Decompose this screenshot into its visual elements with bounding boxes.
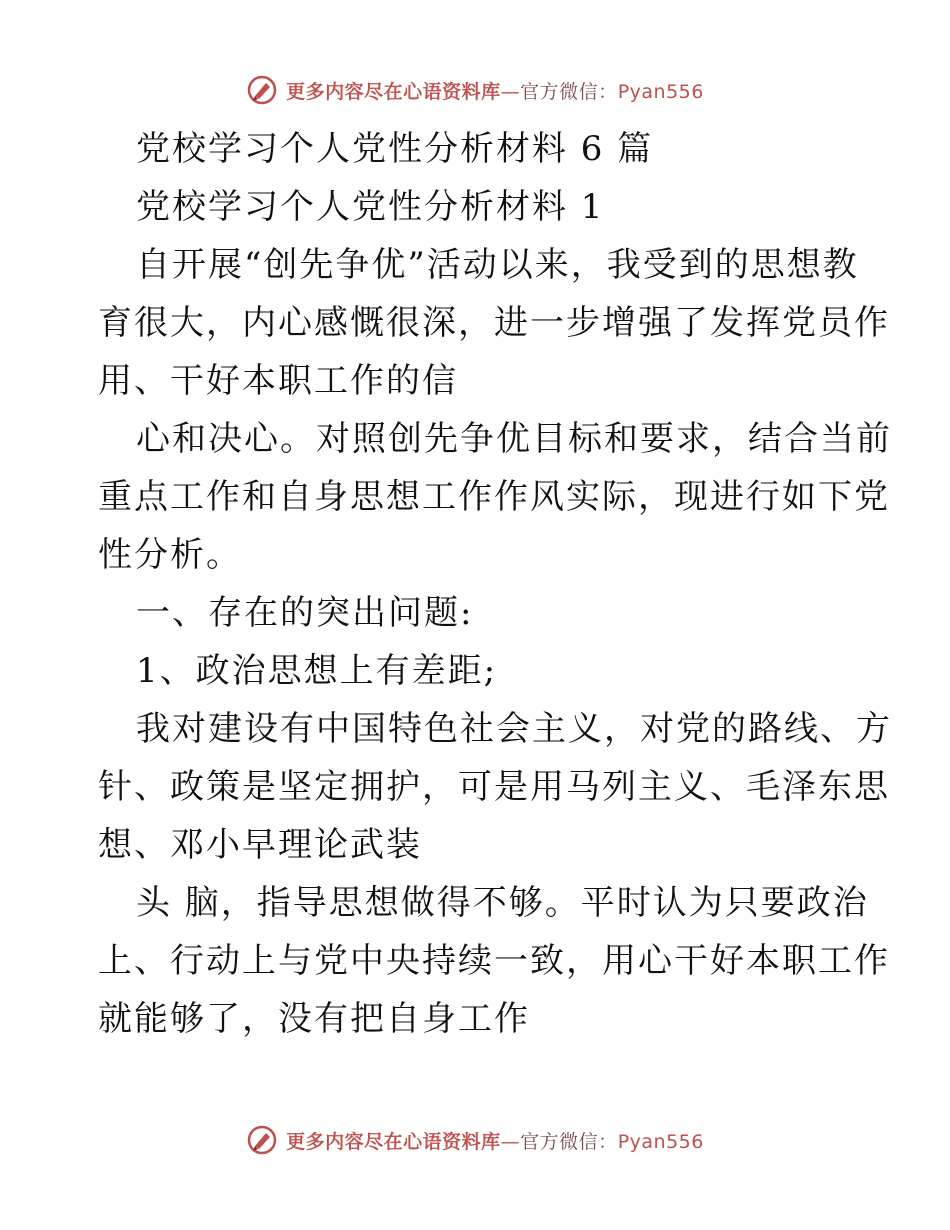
pen-logo-icon xyxy=(246,1124,278,1156)
banner-text xyxy=(286,1127,704,1154)
heading-line: 1、政治思想上有差距; xyxy=(136,651,498,691)
paragraph-line: 就能够了，没有把自身工作 xyxy=(98,999,530,1039)
paragraph-line: 重点工作和自身思想工作作风实际，现进行如下党 xyxy=(98,477,890,517)
section-title: 党校学习个人党性分析材料 1 xyxy=(136,187,605,227)
paragraph-line: 我对建设有中国特色社会主义，对党的路线、方 xyxy=(136,709,892,749)
footer-banner xyxy=(0,1120,950,1160)
pen-logo-icon xyxy=(246,74,278,106)
banner-contact: Pyan556 xyxy=(617,1130,704,1153)
banner-separator: — xyxy=(500,1130,521,1153)
document-body xyxy=(98,120,892,1048)
banner-text xyxy=(286,77,704,104)
paragraph-line: 想、邓小早理论武装 xyxy=(98,825,422,865)
paragraph-line: 性分析。 xyxy=(98,535,242,575)
banner-label: 官方微信： xyxy=(520,1130,618,1153)
paragraph-line: 自开展“创先争优”活动以来，我受到的思想教 xyxy=(136,245,859,285)
banner-main-text: 更多内容尽在心语资料库 xyxy=(286,80,501,103)
paragraph-line: 头 脑，指导思想做得不够。平时认为只要政治 xyxy=(136,883,869,923)
banner-label: 官方微信： xyxy=(520,80,618,103)
header-banner xyxy=(0,70,950,110)
banner-separator: — xyxy=(500,80,521,103)
paragraph-line: 针、政策是坚定拥护，可是用马列主义、毛泽东思 xyxy=(98,767,890,807)
paragraph-line: 用、干好本职工作的信 xyxy=(98,361,458,401)
paragraph-line: 上、行动上与党中央持续一致，用心干好本职工作 xyxy=(98,941,890,981)
paragraph-line: 育很大，内心感慨很深，进一步增强了发挥党员作 xyxy=(98,303,890,343)
banner-main-text: 更多内容尽在心语资料库 xyxy=(286,1130,501,1153)
document-title: 党校学习个人党性分析材料 6 篇 xyxy=(136,129,654,169)
paragraph-line: 心和决心。对照创先争优目标和要求，结合当前 xyxy=(136,419,892,459)
banner-contact: Pyan556 xyxy=(617,80,704,103)
heading-line: 一、存在的突出问题: xyxy=(136,593,474,633)
